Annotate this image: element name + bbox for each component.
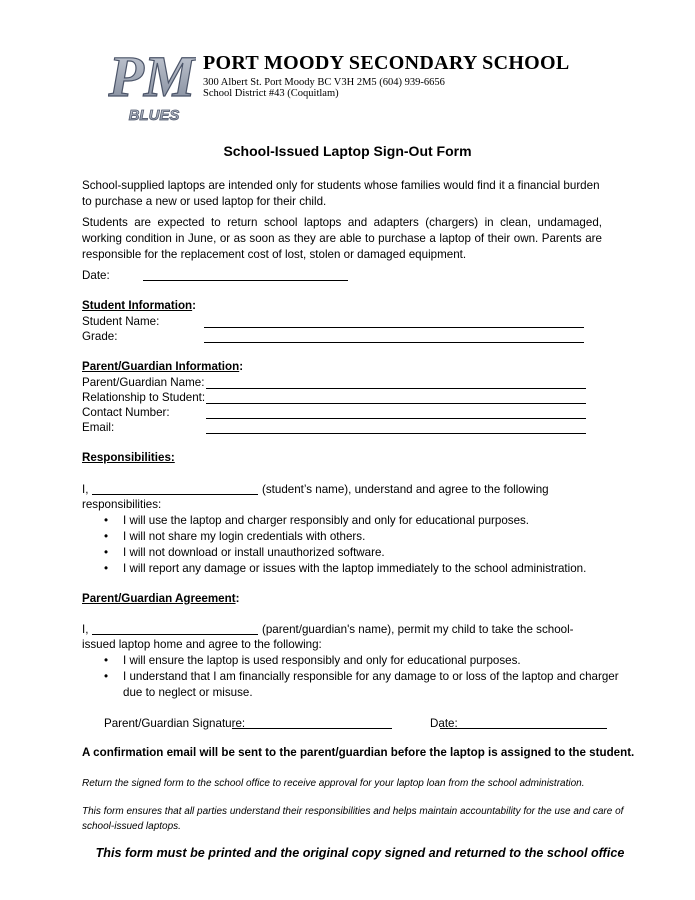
school-logo xyxy=(108,38,196,124)
intro-paragraph-2: Students are expected to return school laptops and adapters (chargers) in clean, undamaged, working condition in June, or as soon as they are able to purchase a laptop of their own. Parents are responsible for the replacement cost of lost, stolen or damaged equipment. xyxy=(82,216,602,261)
svg-text:PM: PM xyxy=(108,44,196,109)
grade-line[interactable] xyxy=(204,342,584,343)
list-item: • I will not download or install unauthorized software. xyxy=(100,545,620,561)
student-pledge-name-line[interactable] xyxy=(92,494,258,495)
contact-number-label: Contact Number: xyxy=(82,406,170,419)
confirmation-note: A confirmation email will be sent to the parent/guardian before the laptop is assigned to the student. xyxy=(82,746,635,759)
signature-date-line[interactable] xyxy=(440,728,607,729)
list-item: • I will use the laptop and charger responsibly and only for educational purposes. xyxy=(100,513,620,529)
relationship-line[interactable] xyxy=(206,403,586,404)
signature-date-label: Date: xyxy=(430,717,458,730)
student-name-line[interactable] xyxy=(204,327,584,328)
list-item: • I understand that I am financially responsible for any damage to or loss of the laptop and charger due to neglect or misuse. xyxy=(100,669,620,701)
email-label: Email: xyxy=(82,421,115,434)
parent-info-heading: Parent/Guardian Information: xyxy=(82,360,244,373)
student-pledge-prefix: I, xyxy=(82,483,89,496)
list-item: • I will not share my login credentials with others. xyxy=(100,529,620,545)
signature-label: Parent/Guardian Signature: xyxy=(104,717,246,730)
responsibilities-list xyxy=(100,513,620,577)
grade-label: Grade: xyxy=(82,330,118,343)
school-address: 300 Albert St. Port Moody BC V3H 2M5 (604) 939-6656 xyxy=(203,77,445,88)
email-line[interactable] xyxy=(206,433,586,434)
date-label: Date: xyxy=(82,269,110,282)
form-title: School-Issued Laptop Sign-Out Form xyxy=(223,143,472,159)
school-district: School District #43 (Coquitlam) xyxy=(203,88,339,99)
student-info-heading: Student Information: xyxy=(82,299,197,312)
agreement-list xyxy=(100,653,620,701)
parent-name-line[interactable] xyxy=(206,388,586,389)
list-item: • I will ensure the laptop is used responsibly and only for educational purposes. xyxy=(100,653,620,669)
school-name: PORT MOODY SECONDARY SCHOOL xyxy=(203,52,570,74)
student-pledge-continuation: responsibilities: xyxy=(82,498,162,511)
responsibilities-heading: Responsibilities: xyxy=(82,451,175,464)
student-name-label: Student Name: xyxy=(82,315,160,328)
parent-pledge-continuation: issued laptop home and agree to the following: xyxy=(82,638,322,651)
agreement-heading: Parent/Guardian Agreement: xyxy=(82,592,240,605)
list-item: • I will report any damage or issues with the laptop immediately to the school administration. xyxy=(100,561,620,577)
svg-text:BLUES: BLUES xyxy=(128,107,180,124)
signature-line[interactable] xyxy=(232,728,392,729)
parent-name-label: Parent/Guardian Name: xyxy=(82,376,205,389)
contact-number-line[interactable] xyxy=(206,418,586,419)
relationship-label: Relationship to Student: xyxy=(82,391,206,404)
accountability-note: This form ensures that all parties understand their responsibilities and helps maintain accountability for the use and care of school-issued laptops. xyxy=(82,806,624,832)
final-instruction: This form must be printed and the original copy signed and returned to the school office xyxy=(95,846,625,860)
parent-pledge-text: (parent/guardian's name), permit my child to take the school- xyxy=(262,623,574,636)
student-pledge-text: (student’s name), understand and agree to the following xyxy=(262,483,549,496)
intro-paragraph-1: School-supplied laptops are intended only for students whose families would find it a financial burden to purchase a new or used laptop for their child. xyxy=(82,179,600,208)
date-field-line[interactable] xyxy=(143,280,348,281)
return-note: Return the signed form to the school office to receive approval for your laptop loan from the school administration. xyxy=(82,778,585,789)
parent-pledge-prefix: I, xyxy=(82,623,89,636)
parent-pledge-name-line[interactable] xyxy=(92,634,258,635)
